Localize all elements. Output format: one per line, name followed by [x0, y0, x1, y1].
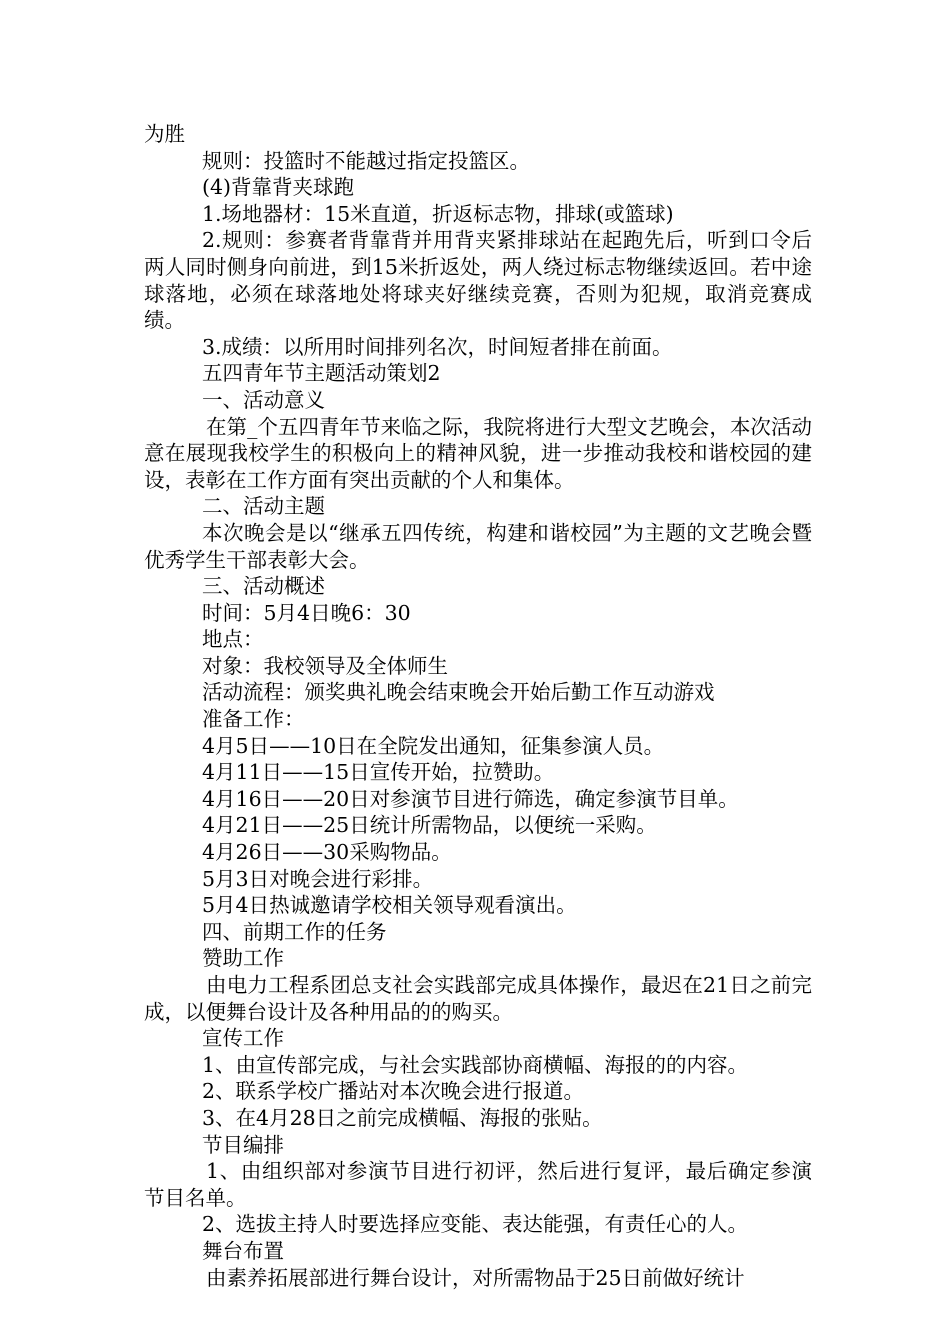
paragraph: 2、选拔主持人时要选择应变能、表达能强，有责任心的人。 — [202, 1212, 749, 1237]
paragraph: 5月4日热诚邀请学校相关领导观看演出。 — [202, 893, 577, 918]
paragraph: 规则：投篮时不能越过指定投篮区。 — [202, 148, 530, 173]
paragraph: 五四青年节主题活动策划2 — [202, 361, 441, 386]
paragraph: 四、前期工作的任务 — [202, 919, 387, 944]
paragraph: 为胜 — [144, 122, 185, 146]
paragraph: 由电力工程系团总支社会实践部完成具体操作，最迟在21日之前完成，以便舞台设计及各种用品的的购买。 — [144, 973, 812, 1024]
paragraph: 地点： — [202, 627, 264, 652]
paragraph: 4月11日——15日宣传开始，拉赞助。 — [202, 760, 555, 785]
paragraph: 4月21日——25日统计所需物品，以便统一采购。 — [202, 813, 657, 838]
paragraph: 宣传工作 — [202, 1026, 284, 1051]
paragraph: 时间：5月4日晚6：30 — [202, 600, 411, 625]
paragraph: 舞台布置 — [202, 1238, 284, 1263]
document-body — [144, 121, 812, 1291]
paragraph: 3、在4月28日之前完成横幅、海报的张贴。 — [202, 1105, 603, 1130]
paragraph: 2、联系学校广播站对本次晚会进行报道。 — [202, 1079, 585, 1104]
paragraph: 赞助工作 — [202, 946, 284, 971]
paragraph: 节目编排 — [202, 1132, 284, 1157]
paragraph: 准备工作： — [202, 707, 305, 732]
paragraph: 4月16日——20日对参演节目进行筛选，确定参演节目单。 — [202, 786, 739, 811]
paragraph: 三、活动概述 — [202, 574, 325, 599]
paragraph: (4)背靠背夹球跑 — [202, 175, 355, 200]
paragraph: 一、活动意义 — [202, 387, 325, 412]
paragraph: 在第_个五四青年节来临之际，我院将进行大型文艺晚会，本次活动意在展现我校学生的积极向上的精神风貌，进一步推动我校和谐校园的建设，表彰在工作方面有突出贡献的个人和集体。 — [144, 414, 812, 492]
paragraph: 由素养拓展部进行舞台设计，对所需物品于25日前做好统计 — [206, 1265, 745, 1290]
paragraph: 活动流程：颁奖典礼晚会结束晚会开始后勤工作互动游戏 — [202, 680, 715, 705]
paragraph: 4月5日——10日在全院发出通知，征集参演人员。 — [202, 733, 665, 758]
paragraph: 2.规则：参赛者背靠背并用背夹紧排球站在起跑先后，听到口令后两人同时侧身向前进，到15米折返处，两人绕过标志物继续返回。若中途球落地，必须在球落地处将球夹好继续竞赛，否则为犯规，取消竞赛成绩。 — [144, 228, 812, 333]
paragraph: 1、由宣传部完成，与社会实践部协商横幅、海报的的内容。 — [202, 1052, 749, 1077]
paragraph: 3.成绩：以所用时间排列名次，时间短者排在前面。 — [202, 334, 673, 359]
paragraph: 对象：我校领导及全体师生 — [202, 653, 448, 678]
paragraph: 1、由组织部对参演节目进行初评，然后进行复评，最后确定参演节目名单。 — [144, 1159, 812, 1210]
paragraph: 4月26日——30采购物品。 — [202, 840, 452, 865]
paragraph: 1.场地器材：15米直道，折返标志物，排球(或篮球) — [202, 201, 674, 226]
paragraph: 5月3日对晚会进行彩排。 — [202, 866, 434, 891]
paragraph: 本次晚会是以“继承五四传统，构建和谐校园”为主题的文艺晚会暨优秀学生干部表彰大会。 — [144, 520, 812, 572]
paragraph: 二、活动主题 — [202, 494, 325, 519]
